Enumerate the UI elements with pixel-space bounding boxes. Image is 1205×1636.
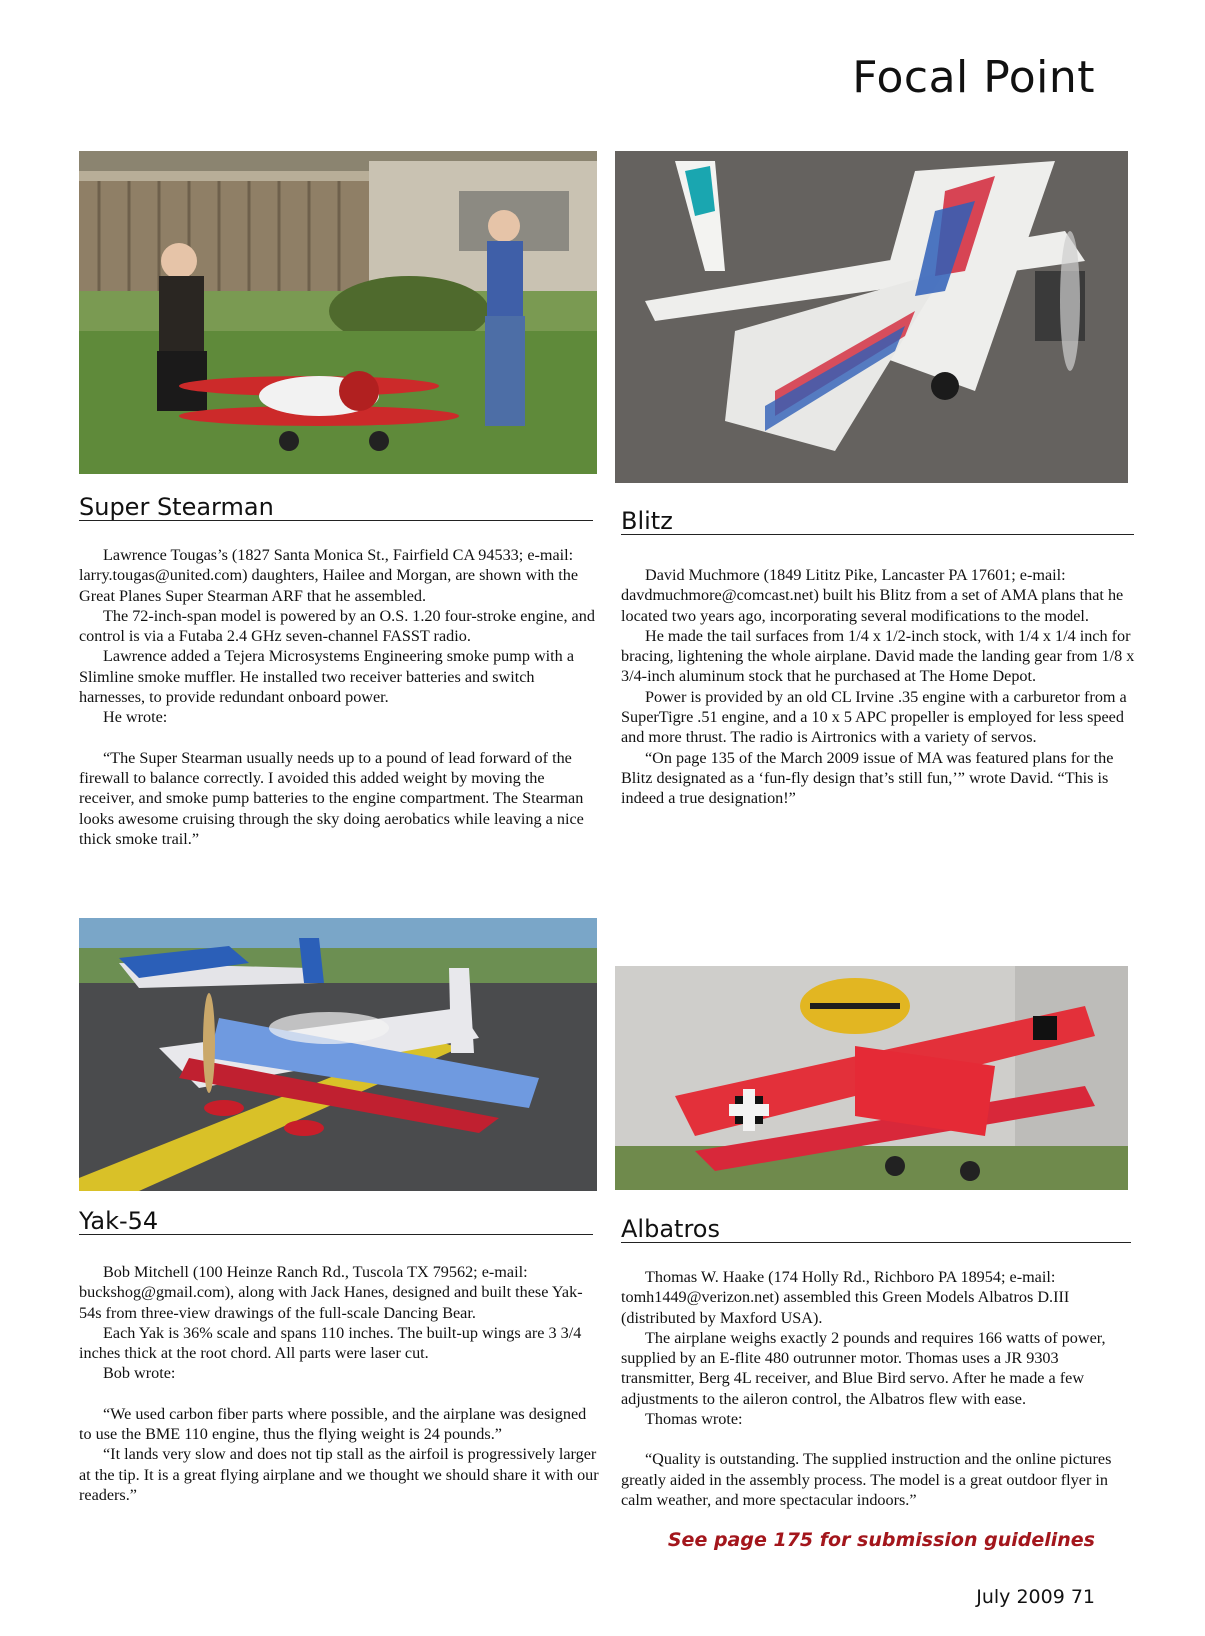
paragraph: The 72-inch-span model is powered by an O.S. 1.20 four-stroke engine, and control is via a Futaba 2.4 GHz seven-channel FASST radio. — [79, 606, 595, 646]
quote-paragraph: “It lands very slow and does not tip stall as the airfoil is progressively larger at the tip. It is a great flying airplane and we thought we should share it with our readers.” — [79, 1445, 599, 1504]
paragraph: Lawrence Tougas’s (1827 Santa Monica St., Fairfield CA 94533; e-mail: larry.tougas@united.com) daughters, Hailee and Morgan, are shown with the Great Planes Super Stearman ARF that he assembled. — [79, 546, 579, 605]
page-number: 71 — [1070, 1586, 1095, 1608]
blitz-photo — [615, 151, 1128, 483]
paragraph: “On page 135 of the March 2009 issue of MA was featured plans for the Blitz designated as a ‘fun-fly design that’s still fun,’” wrote David. “This is indeed a true designation!” — [621, 748, 1114, 808]
albatros-heading: Albatros — [621, 1216, 1131, 1243]
yak-54-photo — [79, 918, 597, 1191]
paragraph: He wrote: — [103, 708, 168, 727]
quote-paragraph: “We used carbon fiber parts where possible, and the airplane was designed to use the BME 110 engine, thus the flying weight is 24 pounds.” — [79, 1404, 587, 1444]
albatros-text — [621, 1267, 1136, 1510]
quote-paragraph: “Quality is outstanding. The supplied instruction and the online pictures greatly aided in the assembly process. The model is a great outdoor flyer in calm weather, and more spectacular indoors.” — [621, 1450, 1112, 1509]
submission-guidelines-note: See page 175 for submission guidelines — [667, 1529, 1095, 1551]
albatros-photo — [615, 966, 1128, 1190]
super-stearman-photo — [79, 151, 597, 474]
blitz-text — [621, 565, 1136, 809]
super-stearman-heading: Super Stearman — [79, 494, 593, 521]
paragraph: Bob wrote: — [103, 1364, 176, 1383]
paragraph: David Muchmore (1849 Lititz Pike, Lancaster PA 17601; e-mail: davdmuchmore@comcast.net) built his Blitz from a set of AMA plans that he located two years ago, incorporating several modifications to the model. — [621, 566, 1124, 625]
issue-date: July 2009 — [976, 1586, 1065, 1608]
paragraph: Thomas W. Haake (174 Holly Rd., Richboro PA 18954; e-mail: tomh1449@verizon.net) assembled this Green Models Albatros D.III (distributed by Maxford USA). — [621, 1268, 1070, 1327]
paragraph: Thomas wrote: — [645, 1410, 743, 1429]
page-footer — [970, 1586, 1095, 1608]
paragraph: The airplane weighs exactly 2 pounds and requires 166 watts of power, supplied by an E-flite 480 outrunner motor. Thomas uses a JR 9303 transmitter, Berg 4L receiver, and Blue Bird servo. After he made a few adjustments to the aileron control, the Albatros flew with ease. — [621, 1328, 1106, 1408]
quote-paragraph: “The Super Stearman usually needs up to a pound of lead forward of the firewall to balance correctly. I avoided this added weight by moving the receiver, and smoke pump batteries to the engine compartment. The Stearman looks awesome cruising through the sky doing aerobatics while leaving a nice thick smoke trail.” — [79, 748, 584, 848]
yak-54-heading: Yak-54 — [79, 1208, 593, 1235]
page-title: Focal Point — [852, 52, 1095, 103]
paragraph: Power is provided by an old CL Irvine .35 engine with a carburetor from a SuperTigre .51 engine, and a 10 x 5 APC propeller is employed for less speed and more thrust. The radio is Airtronics with a variety of servos. — [621, 687, 1127, 747]
paragraph: He made the tail surfaces from 1/4 x 1/2-inch stock, with 1/4 x 1/4 inch for bracing, lightening the whole airplane. David made the landing gear from 1/8 x 3/4-inch aluminum stock that he purchased at The Home Depot. — [621, 626, 1135, 686]
paragraph: Each Yak is 36% scale and spans 110 inches. The built-up wings are 3 3/4 inches thick at the root chord. All parts were laser cut. — [79, 1323, 582, 1363]
yak-54-text — [79, 1262, 599, 1505]
super-stearman-text — [79, 545, 599, 849]
blitz-heading: Blitz — [621, 508, 1134, 535]
paragraph: Bob Mitchell (100 Heinze Ranch Rd., Tuscola TX 79562; e-mail: buckshog@gmail.com), along with Jack Hanes, designed and built these Yak-54s from three-view drawings of the full-scale Dancing Bear. — [79, 1263, 583, 1322]
paragraph: Lawrence added a Tejera Microsystems Engineering smoke pump with a Slimline smoke muffler. He installed two receiver batteries and switch harnesses, to provide redundant onboard power. — [79, 647, 575, 707]
